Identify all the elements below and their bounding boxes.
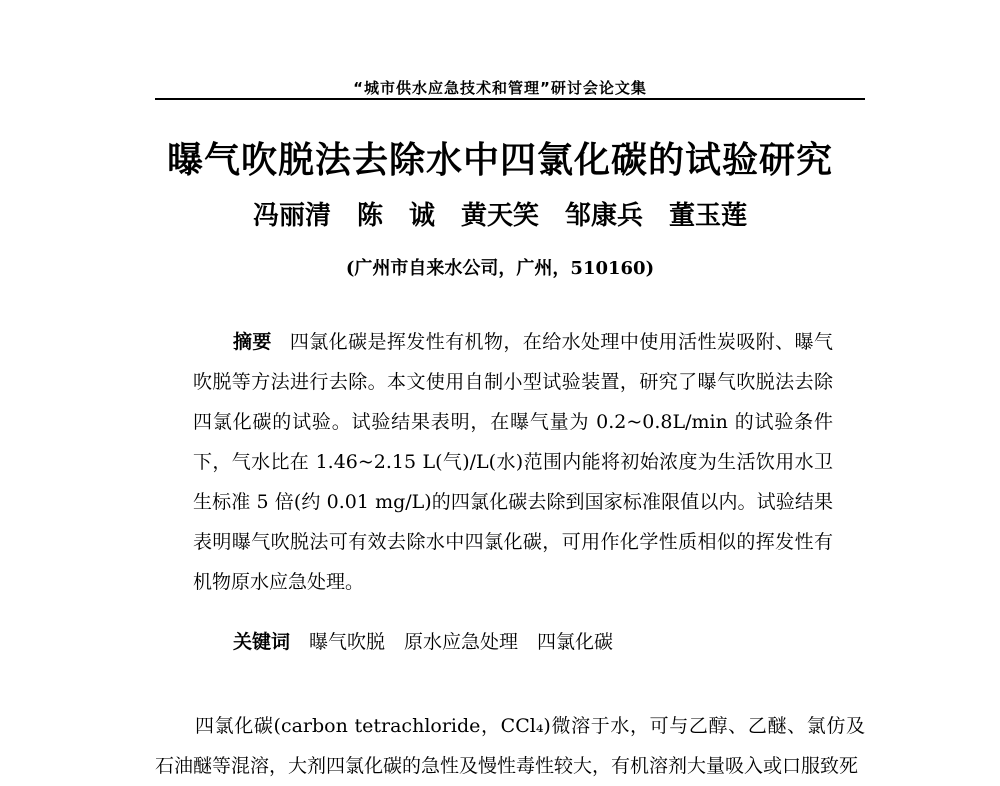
paper-affiliation: (广州市自来水公司，广州，510160) bbox=[345, 258, 655, 279]
keywords-text: 曝气吹脱 原水应急处理 四氯化碳 bbox=[309, 631, 614, 653]
header-rule bbox=[155, 98, 865, 100]
proceedings-header: “城市供水应急技术和管理”研讨会论文集 bbox=[353, 79, 647, 97]
keywords-label: 关键词 bbox=[233, 631, 291, 653]
abstract-text: 四氯化碳是挥发性有机物，在给水处理中使用活性炭吸附、曝气吹脱等方法进行去除。本文使用自制小型试验装置，研究了曝气吹脱法去除四氯化碳的试验。试验结果表明，在曝气量为 0.2~0.8L/min 的试验条件下，气水比在 1.46~2.15 L(气)/L(水)范围内能将初始浓度为生活饮用水卫生标准 5 倍(约 0.01 mg/L)的四氯化碳去除到国家标准限值以内。试验结果表明曝气吹脱法可有效去除水中四氯化碳，可用作化学性质相似的挥发性有机物原水应急处理。 bbox=[193, 331, 833, 593]
paper-title: 曝气吹脱法去除水中四氯化碳的试验研究 bbox=[166, 139, 833, 181]
keywords bbox=[233, 622, 613, 662]
body-paragraph: 四氯化碳(carbon tetrachloride，CCl₄)微溶于水，可与乙醇、乙醚、氯仿及石油醚等混溶，大剂四氯化碳的急性及慢性毒性较大，有机溶剂大量吸入或口服致死 bbox=[155, 715, 865, 777]
paper-authors: 冯丽清 陈 诚 黄天笑 邹康兵 董玉莲 bbox=[252, 201, 747, 231]
abstract bbox=[193, 322, 833, 602]
abstract-label: 摘要 bbox=[233, 331, 272, 353]
